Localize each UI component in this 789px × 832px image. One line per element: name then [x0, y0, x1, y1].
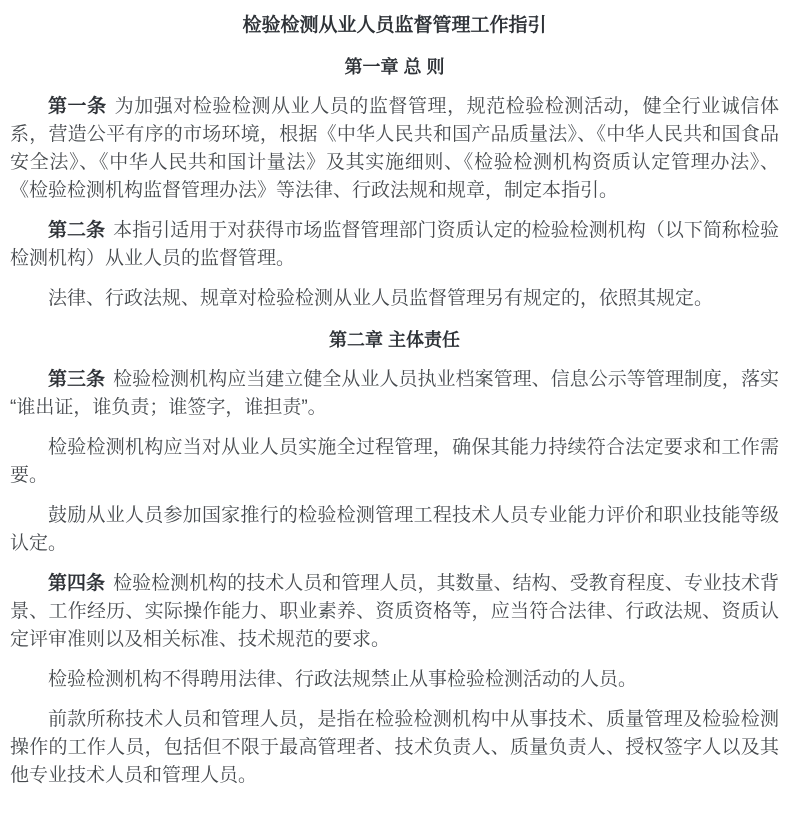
paragraph-text: 鼓励从业人员参加国家推行的检验检测管理工程技术人员专业能力评价和职业技能等级认定。: [10, 505, 779, 554]
paragraph-article-2: [10, 217, 779, 273]
paragraph-article-4-clause-3: [10, 706, 779, 790]
paragraph-article-3-clause-2: [10, 434, 779, 490]
paragraph-text: 前款所称技术人员和管理人员，是指在检验检测机构中从事技术、质量管理及检验检测操作的工作人员，包括但不限于最高管理者、技术负责人、质量负责人、授权签字人以及其他专业技术人员和管理人员。: [10, 709, 779, 786]
document-title: 检验检测从业人员监督管理工作指引: [242, 15, 547, 36]
article-number-label: 第二条: [48, 220, 106, 241]
paragraph-text: 本指引适用于对获得市场监督管理部门资质认定的检验检测机构（以下简称检验检测机构）从业人员的监督管理。: [10, 220, 779, 269]
article-number-label: 第一条: [48, 96, 107, 117]
paragraph-article-3-clause-3: [10, 502, 779, 558]
paragraph-text: 法律、行政法规、规章对检验检测从业人员监督管理另有规定的，依照其规定。: [48, 288, 714, 309]
paragraph-text: 检验检测机构的技术人员和管理人员，其数量、结构、受教育程度、专业技术背景、工作经历、实际操作能力、职业素养、资质资格等，应当符合法律、行政法规、资质认定评审准则以及相关标准、技术规范的要求。: [10, 573, 779, 650]
article-number-label: 第三条: [48, 369, 106, 390]
paragraph-text: 为加强对检验检测从业人员的监督管理，规范检验检测活动，健全行业诚信体系，营造公平有序的市场环境，根据《中华人民共和国产品质量法》、《中华人民共和国食品安全法》、《中华人民共和国计量法》及其实施细则、《检验检测机构资质认定管理办法》、《检验检测机构监督管理办法》等法律、行政法规和规章，制定本指引。: [10, 96, 779, 201]
paragraph-article-4-clause-2: [10, 666, 779, 694]
chapter-heading-1: 第一章 总 则: [344, 57, 445, 77]
article-number-label: 第四条: [48, 573, 106, 594]
paragraph-article-3: [10, 366, 779, 422]
paragraph-text: 检验检测机构应当建立健全从业人员执业档案管理、信息公示等管理制度，落实“谁出证，谁负责；谁签字，谁担责”。: [10, 369, 779, 418]
chapter-heading-2: 第二章 主体责任: [328, 330, 460, 350]
paragraph-article-4: [10, 570, 779, 654]
paragraph-article-1: [10, 93, 779, 205]
paragraph-text: 检验检测机构不得聘用法律、行政法规禁止从事检验检测活动的人员。: [48, 669, 638, 690]
paragraph-text: 检验检测机构应当对从业人员实施全过程管理，确保其能力持续符合法定要求和工作需要。: [10, 437, 779, 486]
paragraph-article-2-clause-2: [10, 285, 779, 313]
